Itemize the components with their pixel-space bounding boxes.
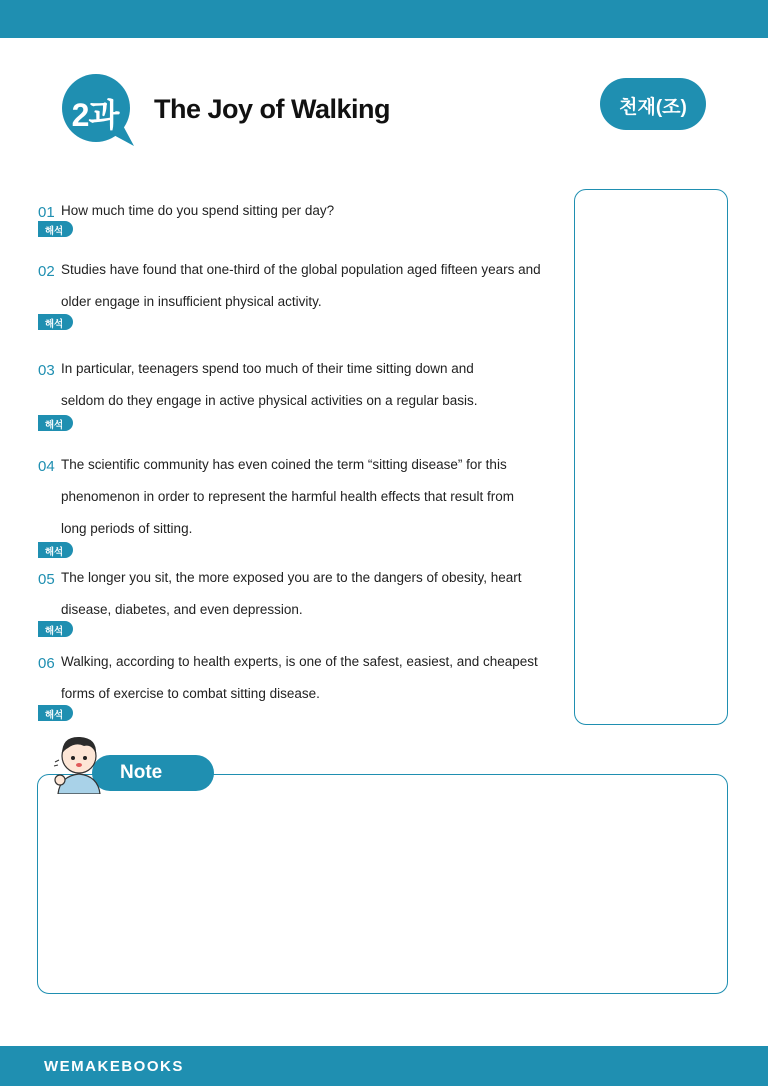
note-area[interactable] (37, 774, 728, 994)
brand-logo: WEMAKEBOOKS (44, 1058, 184, 1075)
sentence-number: 06 (38, 655, 55, 672)
explanation-label: 해석 (44, 626, 64, 637)
explanation-button[interactable] (38, 415, 73, 431)
sentence-line: forms of exercise to combat sitting disease. (61, 686, 320, 701)
lesson-number: 2과 (71, 97, 119, 133)
sentence-number: 02 (38, 263, 55, 280)
sentence-line: seldom do they engage in active physical activities on a regular basis. (61, 393, 478, 408)
explanation-label: 해석 (44, 547, 64, 558)
note-label: Note (120, 762, 163, 783)
sentence-line: disease, diabetes, and even depression. (61, 602, 303, 617)
sentence-line: In particular, teenagers spend too much of their time sitting down and (61, 361, 474, 376)
explanation-label: 해석 (44, 319, 64, 330)
explanation-label: 해석 (44, 710, 64, 721)
top-bar (0, 0, 768, 38)
sentence-line: The longer you sit, the more exposed you are to the dangers of obesity, heart (61, 570, 522, 585)
sentence-text (61, 254, 566, 318)
sentence-line: Walking, according to health experts, is one of the safest, easiest, and cheapest (61, 654, 538, 669)
sentence-text (61, 562, 566, 626)
sentence-line: The scientific community has even coined the term “sitting disease” for this (61, 457, 507, 472)
explanation-label: 해석 (44, 420, 64, 431)
publisher-badge (600, 78, 706, 130)
sentence-number: 01 (38, 204, 55, 221)
sentence-line: phenomenon in order to represent the harmful health effects that result from (61, 489, 515, 504)
explanation-button[interactable] (38, 621, 73, 637)
sentence-text (61, 353, 566, 417)
publisher-label: 천재(조) (619, 97, 687, 118)
sentence-number: 05 (38, 571, 55, 588)
sentence-line: How much time do you spend sitting per day? (61, 203, 335, 218)
sentence-line: Studies have found that one-third of the global population aged fifteen years and (61, 262, 541, 277)
explanation-button[interactable] (38, 542, 73, 558)
sentence-number: 03 (38, 362, 55, 379)
sentence-number: 04 (38, 458, 55, 475)
sentence-text (61, 195, 566, 227)
page-title: The Joy of Walking (154, 94, 391, 124)
explanation-button[interactable] (38, 705, 73, 721)
explanation-button[interactable] (38, 221, 73, 237)
note-tab (92, 755, 214, 791)
side-memo-box (574, 189, 728, 725)
sentence-line: long periods of sitting. (61, 521, 193, 536)
student-mascot-icon (50, 732, 108, 794)
explanation-button[interactable] (38, 314, 73, 330)
sentence-text (61, 449, 566, 545)
sentence-text (61, 646, 566, 710)
explanation-label: 해석 (44, 226, 64, 237)
sentence-line: older engage in insufficient physical activity. (61, 294, 322, 309)
lesson-badge (62, 74, 134, 146)
